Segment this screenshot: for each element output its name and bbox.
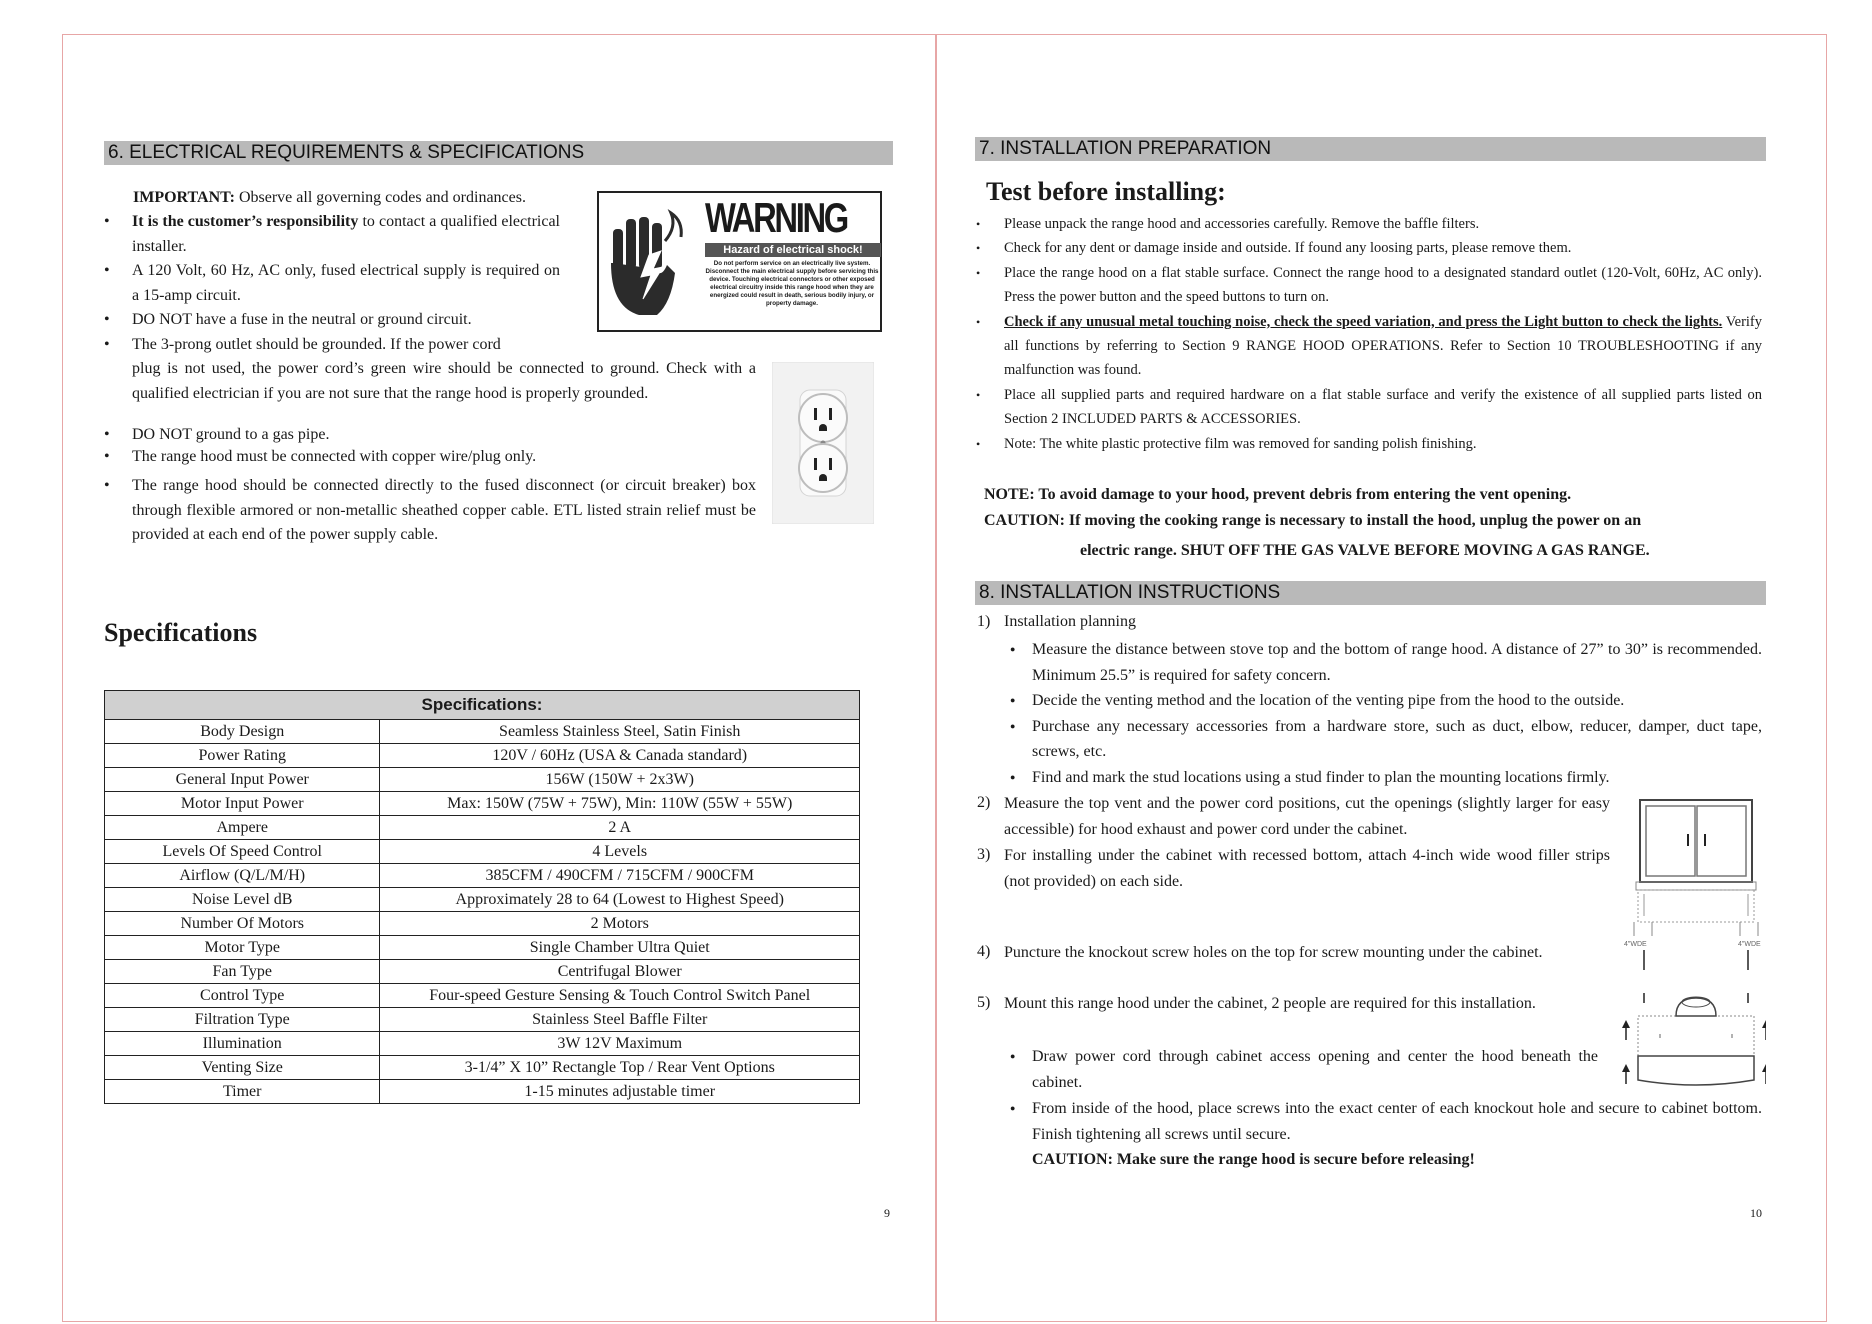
table-row	[105, 984, 860, 1008]
spec-label: Power Rating	[105, 744, 380, 768]
table-row	[105, 840, 860, 864]
spec-value: 156W (150W + 2x3W)	[380, 768, 860, 792]
step-5-text: Mount this range hood under the cabinet, 2 people are required for this installation.	[1004, 995, 1536, 1012]
step-5-bullet-screws: ● From inside of the hood, place screws into the exact center of each knockout hole and secure to cabinet bottom. Finish tightening all screws until secure.	[1004, 1096, 1762, 1147]
table-row	[105, 936, 860, 960]
bullet-supply: • A 120 Volt, 60 Hz, AC only, fused electrical supply is required on a 15-amp circuit.	[104, 259, 560, 308]
step-4-text: Puncture the knockout screw holes on the top for screw mounting under the cabinet.	[1004, 944, 1543, 961]
spec-value: 3-1/4” X 10” Rectangle Top / Rear Vent Options	[380, 1056, 860, 1080]
step-5-num: 5)	[977, 994, 991, 1011]
spec-label: Levels Of Speed Control	[105, 840, 380, 864]
caution-line-2: electric range. SHUT OFF THE GAS VALVE BEFORE MOVING A GAS RANGE.	[1080, 542, 1650, 559]
bullet-gas-pipe: • DO NOT ground to a gas pipe.	[104, 424, 756, 446]
bullet-grounded-cont: plug is not used, the power cord’s green wire should be connected to ground. Check with a qualified electrician if you are not sure that the range hood is properly grounded.	[132, 360, 756, 402]
spec-label: Airflow (Q/L/M/H)	[105, 864, 380, 888]
spec-value: Four-speed Gesture Sensing & Touch Control Switch Panel	[380, 984, 860, 1008]
table-row	[105, 888, 860, 912]
spec-label: Motor Type	[105, 936, 380, 960]
table-row	[105, 1008, 860, 1032]
section-6-title: 6. ELECTRICAL REQUIREMENTS & SPECIFICATIONS	[104, 141, 893, 165]
spec-value: 4 Levels	[380, 840, 860, 864]
spec-label: Noise Level dB	[105, 888, 380, 912]
spec-label: Body Design	[105, 720, 380, 744]
step-5-bullet-screws-wrap	[1004, 1096, 1762, 1147]
spec-value: Single Chamber Ultra Quiet	[380, 936, 860, 960]
step-1-bullet-measure: ● Measure the distance between stove top and the bottom of range hood. A distance of 27” to 30” is recommended. Minimum 25.5” is required for safety concern.	[1004, 637, 1762, 688]
table-row	[105, 1032, 860, 1056]
spec-value: Approximately 28 to 64 (Lowest to Highest Speed)	[380, 888, 860, 912]
warning-label	[597, 191, 882, 332]
test-bullet-verify-underlined: Check if any unusual metal touching noise, check the speed variation, and press the Light button to check the lights.	[1004, 313, 1723, 330]
spec-value: 120V / 60Hz (USA & Canada standard)	[380, 744, 860, 768]
spec-value: 2 Motors	[380, 912, 860, 936]
cabinet-installation-diagram	[1620, 798, 1766, 1098]
page-number-right: 10	[1750, 1206, 1762, 1220]
test-bullet-parts: • Place all supplied parts and required hardware on a flat stable surface and verify the existence of all supplied parts listed on Section 2 INCLUDED PARTS & ACCESSORIES.	[976, 383, 1762, 432]
table-row	[105, 1056, 860, 1080]
step-5-bullet-cord: ● Draw power cord through cabinet access opening and center the hood beneath the cabinet.	[1004, 1044, 1598, 1095]
test-bullet-check-damage: • Check for any dent or damage inside and outside. If found any loosing parts, please remove them.	[976, 236, 1762, 260]
page-divider	[935, 34, 936, 1320]
step-5-bullet-cord-wrap	[1004, 1044, 1598, 1095]
section-7-title: 7. INSTALLATION PREPARATION	[975, 137, 1766, 161]
spec-value: Stainless Steel Baffle Filter	[380, 1008, 860, 1032]
table-row	[105, 792, 860, 816]
important-text: Observe all governing codes and ordinances.	[234, 189, 526, 206]
spec-value: 3W 12V Maximum	[380, 1032, 860, 1056]
bullet-no-fuse: • DO NOT have a fuse in the neutral or ground circuit.	[104, 308, 560, 333]
table-row	[105, 864, 860, 888]
warning-subtitle: Hazard of electrical shock!	[705, 243, 881, 257]
table-row	[105, 720, 860, 744]
spec-label: Fan Type	[105, 960, 380, 984]
step-1-bullets	[1004, 637, 1762, 790]
bullet-responsibility-bold: It is the customer’s responsibility	[132, 213, 359, 230]
table-row	[105, 768, 860, 792]
spec-value: Max: 150W (75W + 75W), Min: 110W (55W + 55W)	[380, 792, 860, 816]
spec-value: Centrifugal Blower	[380, 960, 860, 984]
bullet-disconnect: • The range hood should be connected directly to the fused disconnect (or circuit breaker) box through flexible armored or non-metallic sheathed copper cable. ETL listed strain relief must be provided at each end of the power supply cable.	[104, 474, 756, 548]
important-label: IMPORTANT:	[133, 189, 235, 206]
test-bullet-film: • Note: The white plastic protective film was removed for sanding polish finishing.	[976, 432, 1762, 456]
electrical-bullets-top	[104, 210, 560, 357]
spec-label: Filtration Type	[105, 1008, 380, 1032]
page-number-left: 9	[884, 1206, 890, 1220]
electrical-bullets-bottom	[104, 424, 756, 548]
warning-title: WARNING	[705, 194, 847, 241]
spec-label: Ampere	[105, 816, 380, 840]
test-bullet-verify	[976, 310, 1762, 383]
table-row	[105, 744, 860, 768]
bullet-copper: • The range hood must be connected with copper wire/plug only.	[104, 446, 756, 468]
spec-value: 1-15 minutes adjustable timer	[380, 1080, 860, 1104]
spec-label: Illumination	[105, 1032, 380, 1056]
section-8-title: 8. INSTALLATION INSTRUCTIONS	[975, 581, 1766, 605]
table-row	[105, 1080, 860, 1104]
grounded-outlet-image	[772, 362, 874, 524]
step-2-text: Measure the top vent and the power cord positions, cut the openings (slightly larger for easy accessible) for hood exhaust and power cord under the cabinet.	[1004, 795, 1610, 838]
table-row	[105, 960, 860, 984]
step-1-bullet-venting: ● Decide the venting method and the location of the venting pipe from the hood to the outside.	[1004, 688, 1762, 714]
step-1-bullet-accessories: ● Purchase any necessary accessories from a hardware store, such as duct, elbow, reducer, damper, duct tape, screws, etc.	[1004, 714, 1762, 765]
step-1-title: Installation planning	[1004, 613, 1136, 630]
note-line: NOTE: To avoid damage to your hood, prevent debris from entering the vent opening.	[984, 486, 1572, 503]
spec-label: Number Of Motors	[105, 912, 380, 936]
spec-label: Venting Size	[105, 1056, 380, 1080]
warning-title-row	[705, 195, 879, 241]
electric-shock-hand-icon	[605, 207, 687, 319]
test-bullet-connect: • Place the range hood on a flat stable surface. Connect the range hood to a designated standard outlet (120-Volt, 60Hz, AC only). Press the power button and the speed buttons to turn on.	[976, 261, 1762, 310]
spec-value: Seamless Stainless Steel, Satin Finish	[380, 720, 860, 744]
step-1-bullet-studs: ● Find and mark the stud locations using a stud finder to plan the mounting locations firmly.	[1004, 765, 1762, 791]
table-row	[105, 912, 860, 936]
spec-value: 2 A	[380, 816, 860, 840]
spec-label: Motor Input Power	[105, 792, 380, 816]
diagram-label-right: 4"WDE	[1738, 941, 1761, 948]
important-line	[133, 186, 573, 211]
test-bullets	[976, 212, 1762, 456]
test-bullet-verify-rest: Verify all functions by referring to Section 9 RANGE HOOD OPERATIONS. Refer to Section 10 TROUBLESHOOTING if any malfunction was found.	[1004, 313, 1763, 379]
table-header-row	[105, 691, 860, 720]
table-header: Specifications:	[105, 691, 860, 720]
bullet-grounded: • The 3-prong outlet should be grounded. If the power cord	[104, 333, 560, 358]
caution-line-1: CAUTION: If moving the cooking range is necessary to install the hood, unplug the power on an	[984, 512, 1642, 529]
step-3-text: For installing under the cabinet with recessed bottom, attach 4-inch wide wood filler strips (not provided) on each side.	[1004, 847, 1610, 890]
electrical-bullets-mid	[132, 357, 756, 406]
table-row	[105, 816, 860, 840]
bullet-responsibility-rest: to contact a qualified electrical installer.	[132, 213, 560, 255]
spec-label: Control Type	[105, 984, 380, 1008]
step-2-num: 2)	[977, 794, 991, 811]
test-heading: Test before installing:	[986, 177, 1226, 206]
warning-body: Do not perform service on an electrically live system. Disconnect the main electrical supply before servicing this device. Touching electrical connectors or other exposed electrical circuitry inside this range hood when they are energized could result in death, serious bodily injury, or property damage.	[705, 260, 879, 307]
step-3-num: 3)	[977, 846, 991, 863]
specifications-heading: Specifications	[104, 618, 258, 647]
spec-label: General Input Power	[105, 768, 380, 792]
diagram-label-left: 4"WDE	[1624, 941, 1647, 948]
spec-value: 385CFM / 490CFM / 715CFM / 900CFM	[380, 864, 860, 888]
bullet-responsibility	[104, 210, 560, 259]
step-4-num: 4)	[977, 943, 991, 960]
specifications-table	[104, 690, 860, 1104]
caution-secure: CAUTION: Make sure the range hood is secure before releasing!	[1032, 1151, 1475, 1168]
step-1-num: 1)	[977, 613, 991, 630]
spec-label: Timer	[105, 1080, 380, 1104]
test-bullet-unpack: • Please unpack the range hood and accessories carefully. Remove the baffle filters.	[976, 212, 1762, 236]
